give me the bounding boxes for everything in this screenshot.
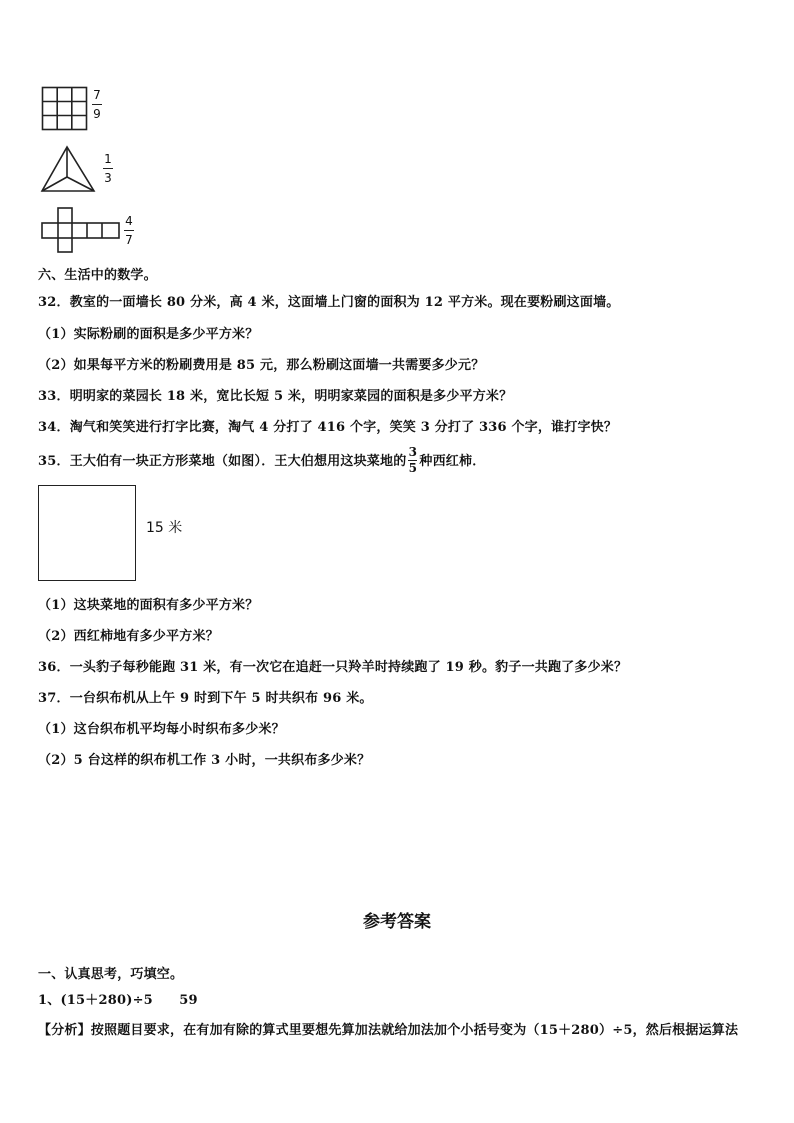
grid-figure	[41, 86, 89, 132]
question-32-part-2: （2）如果每平方米的粉刷费用是 85 元，那么粉刷这面墙一共需要多少元？	[38, 358, 485, 373]
numerator: 3	[408, 445, 418, 459]
question-37: 37．一台织布机从上午 9 时到下午 5 时共织布 96 米。	[38, 691, 373, 706]
fraction-1-3	[103, 152, 113, 185]
fraction-3-5	[408, 446, 417, 475]
denominator: 5	[408, 461, 418, 475]
answers-section-1-title: 一、认真思考，巧填空。	[38, 967, 184, 982]
question-36: 36．一头豹子每秒能跑 31 米，有一次它在追赶一只羚羊时持续跑了 19 秒。豹子一共跑了多少米？	[38, 660, 628, 675]
answer-1-analysis: 【分析】按照题目要求，在有加有除的算式里要想先算加法就给加法加个小括号变为（15＋280）÷5，然后根据运算法	[38, 1023, 739, 1038]
question-34: 34．淘气和笑笑进行打字比赛，淘气 4 分打了 416 个字，笑笑 3 分打了 336 个字，谁打字快？	[38, 420, 618, 435]
triangle-figure	[40, 145, 96, 193]
numerator: 1	[104, 152, 112, 166]
answer-1: 1、(15＋280)÷5 59	[38, 993, 198, 1008]
denominator: 7	[125, 233, 133, 247]
question-37-part-1: （1）这台织布机平均每小时织布多少米？	[38, 722, 285, 737]
section-6-title: 六、生活中的数学。	[38, 268, 157, 283]
square-side-label: 15 米	[146, 520, 183, 536]
question-35	[38, 447, 485, 476]
square-garden-figure	[38, 485, 136, 581]
fraction-7-9	[92, 88, 102, 121]
question-33: 33．明明家的菜园长 18 米，宽比长短 5 米，明明家菜园的面积是多少平方米？	[38, 389, 513, 404]
question-37-part-2: （2）5 台这样的织布机工作 3 小时，一共织布多少米？	[38, 753, 371, 768]
question-35-text-end: 种西红柿．	[419, 454, 486, 469]
denominator: 9	[93, 107, 101, 121]
question-32-part-1: （1）实际粉刷的面积是多少平方米？	[38, 327, 259, 342]
fraction-4-7	[124, 214, 134, 247]
question-35-part-2: （2）西红柿地有多少平方米？	[38, 629, 219, 644]
question-35-text: 35．王大伯有一块正方形菜地（如图）．王大伯想用这块菜地的	[38, 454, 407, 469]
denominator: 3	[104, 171, 112, 185]
answers-heading: 参考答案	[363, 912, 431, 932]
net-figure	[41, 206, 121, 254]
question-32: 32．教室的一面墙长 80 分米，高 4 米，这面墙上门窗的面积为 12 平方米。现在要粉刷这面墙。	[38, 295, 620, 310]
numerator: 4	[125, 214, 133, 228]
question-35-part-1: （1）这块菜地的面积有多少平方米？	[38, 598, 259, 613]
numerator: 7	[93, 88, 101, 102]
